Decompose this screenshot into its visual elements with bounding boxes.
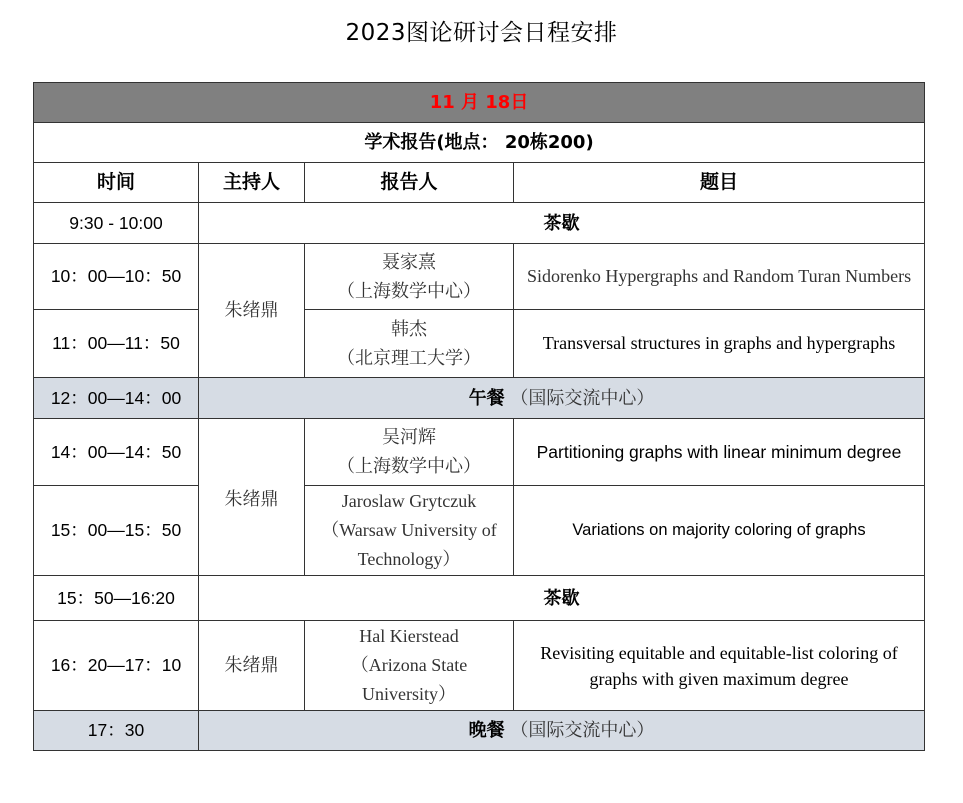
talk3-time: 14：00—14：50 bbox=[34, 419, 199, 486]
dinner-label: 晚餐 bbox=[468, 720, 505, 741]
header-time: 时间 bbox=[34, 163, 199, 203]
talk2-time: 11：00—11：50 bbox=[34, 310, 199, 378]
talk5-speaker-name: Hal Kierstead bbox=[359, 626, 459, 646]
chair-block-2: 朱绪鼎 bbox=[199, 419, 305, 576]
lunch-cell bbox=[199, 378, 925, 419]
date-label: 11 月 18日 bbox=[34, 83, 925, 123]
talk5-time: 16：20—17：10 bbox=[34, 621, 199, 711]
dinner-place: （国际交流中心） bbox=[510, 720, 655, 741]
talk4-speaker-name: Jaroslaw Grytczuk bbox=[341, 491, 477, 511]
talk-row-4 bbox=[34, 486, 925, 576]
talk4-speaker-affil: （Warsaw University of Technology） bbox=[321, 520, 497, 569]
talk-row-2 bbox=[34, 310, 925, 378]
header-row bbox=[34, 163, 925, 203]
talk5-speaker bbox=[305, 621, 514, 711]
header-chair: 主持人 bbox=[199, 163, 305, 203]
talk1-topic: Sidorenko Hypergraphs and Random Turan Numbers bbox=[514, 244, 925, 310]
talk4-topic: Variations on majority coloring of graphs bbox=[514, 486, 925, 576]
tea1-label: 茶歇 bbox=[199, 203, 925, 244]
chair-block-3: 朱绪鼎 bbox=[199, 621, 305, 711]
talk5-speaker-affil: （Arizona State University） bbox=[350, 655, 468, 704]
tea2-label: 茶歇 bbox=[199, 576, 925, 621]
talk4-speaker bbox=[305, 486, 514, 576]
tea-break-row-2 bbox=[34, 576, 925, 621]
talk1-speaker-affil: （上海数学中心） bbox=[337, 280, 481, 302]
section-row bbox=[34, 123, 925, 163]
dinner-cell bbox=[199, 711, 925, 751]
talk2-speaker-affil: （北京理工大学） bbox=[337, 347, 481, 369]
talk4-time: 15：00—15：50 bbox=[34, 486, 199, 576]
page-title: 2023图论研讨会日程安排 bbox=[345, 20, 618, 46]
talk-row-1 bbox=[34, 244, 925, 310]
header-speaker: 报告人 bbox=[305, 163, 514, 203]
talk1-speaker bbox=[305, 244, 514, 310]
lunch-row bbox=[34, 378, 925, 419]
chair-block-1: 朱绪鼎 bbox=[199, 244, 305, 378]
dinner-time: 17：30 bbox=[34, 711, 199, 751]
date-row bbox=[34, 83, 925, 123]
talk3-speaker-name: 吴河辉 bbox=[382, 427, 436, 448]
talk1-speaker-name: 聂家熹 bbox=[382, 251, 436, 273]
schedule-table bbox=[33, 82, 925, 751]
tea2-time: 15：50—16:20 bbox=[34, 576, 199, 621]
talk2-topic: Transversal structures in graphs and hypergraphs bbox=[514, 310, 925, 378]
section-label: 学术报告(地点： 20栋200) bbox=[34, 123, 925, 163]
lunch-label: 午餐 bbox=[468, 387, 505, 409]
talk-row-3 bbox=[34, 419, 925, 486]
tea-break-row-1 bbox=[34, 203, 925, 244]
dinner-row bbox=[34, 711, 925, 751]
talk-row-5 bbox=[34, 621, 925, 711]
lunch-time: 12：00—14：00 bbox=[34, 378, 199, 419]
talk1-time: 10：00—10：50 bbox=[34, 244, 199, 310]
talk3-speaker-affil: （上海数学中心） bbox=[337, 456, 481, 477]
header-topic: 题目 bbox=[514, 163, 925, 203]
talk2-speaker-name: 韩杰 bbox=[391, 318, 427, 340]
talk5-topic: Revisiting equitable and equitable-list coloring of graphs with given maximum degree bbox=[514, 621, 925, 711]
talk3-speaker bbox=[305, 419, 514, 486]
tea1-time: 9:30 - 10:00 bbox=[34, 203, 199, 244]
lunch-place: （国际交流中心） bbox=[510, 387, 655, 409]
talk2-speaker bbox=[305, 310, 514, 378]
talk3-topic: Partitioning graphs with linear minimum degree bbox=[514, 419, 925, 486]
